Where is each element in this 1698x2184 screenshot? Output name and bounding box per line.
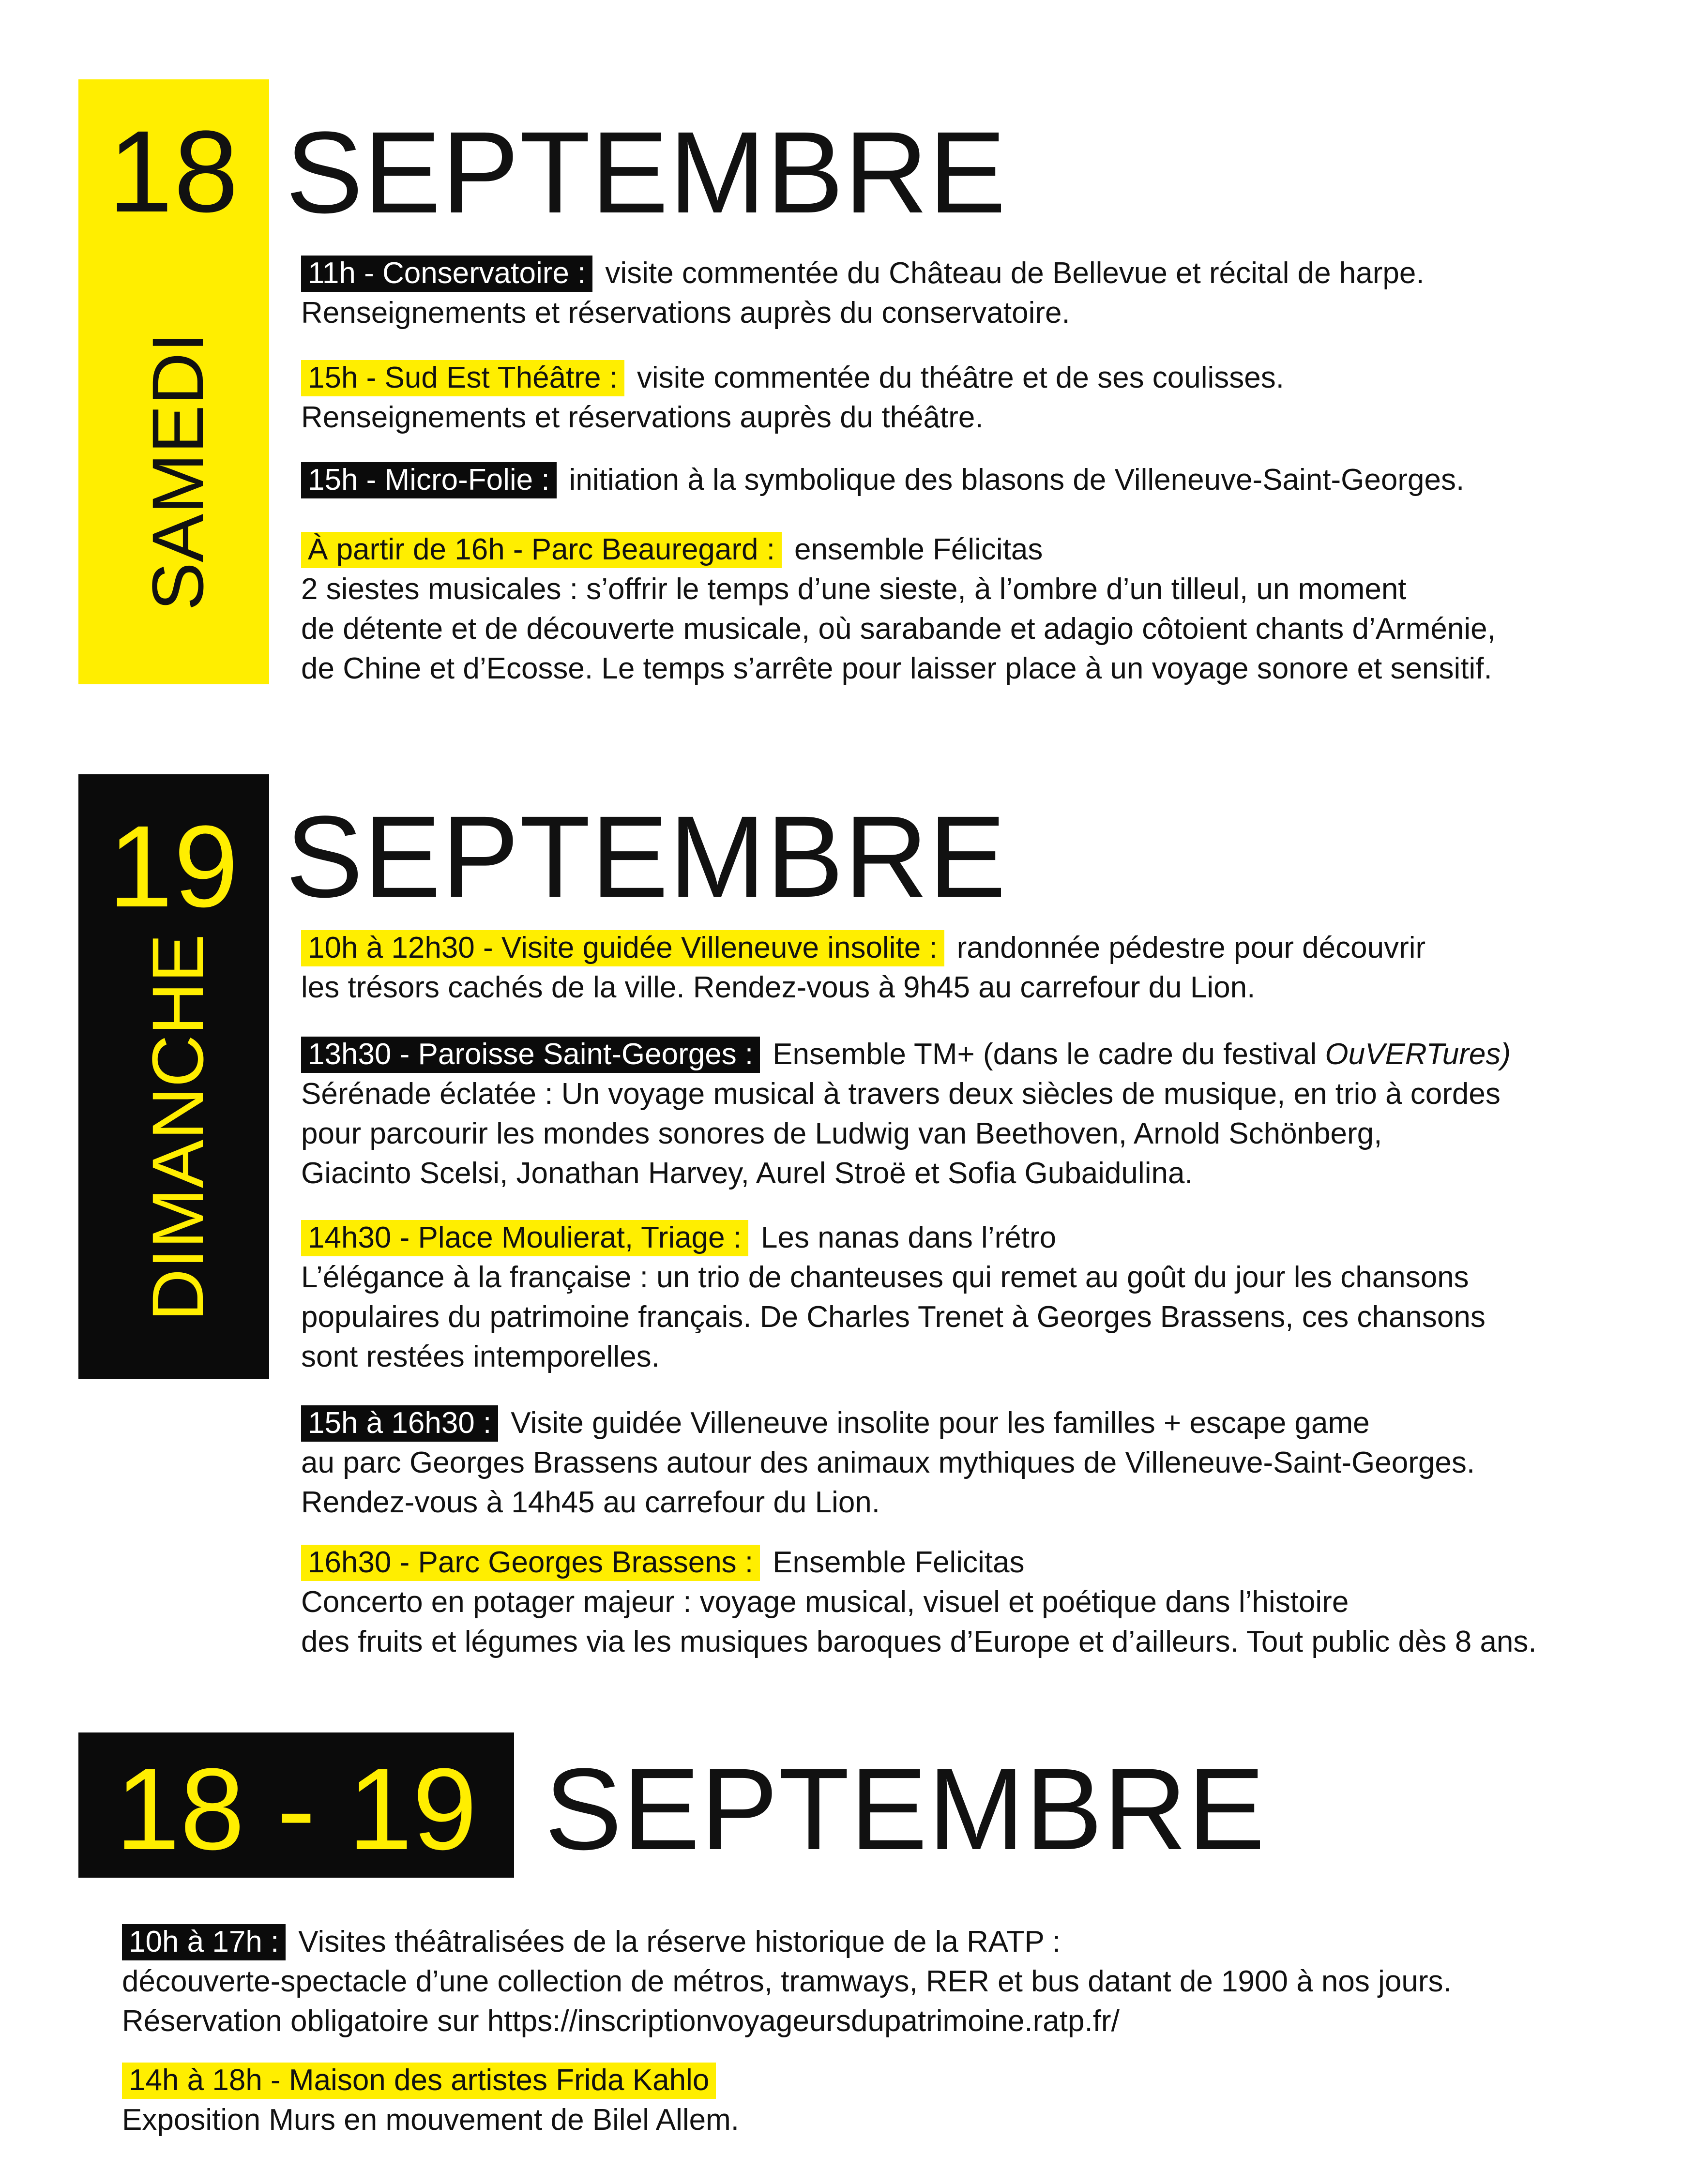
event-sun-13h30-paroisse: 13h30 - Paroisse Saint-Georges : Ensemble TM+ (dans le cadre du festival OuVERTures) Sérénade éclatée : Un voyage musical à travers deux siècles de musique, en trio à cordes pour parcourir les mondes sonores de Ludwig van Beethoven, Arnold Schönberg, Giacinto Scelsi, Jonathan Harvey, Aurel Stroë et Sofia Gubaidulina. [301, 1038, 1511, 1190]
event-sun-15h-escape: 15h à 16h30 : Visite guidée Villeneuve insolite pour les familles + escape game au parc Georges Brassens autour des animaux mythiques de Villeneuve-Saint-Georges. Rendez-vous à 14h45 au carrefour du Lion. [301, 1406, 1475, 1519]
event-sat-11h: 11h - Conservatoire : visite commentée du Château de Bellevue et récital de harpe. Renseignements et réservations auprès du conservatoire. [301, 256, 1425, 330]
saturday-month-title: SEPTEMBRE [286, 107, 1007, 237]
sunday-month-title: SEPTEMBRE [286, 792, 1007, 921]
sunday-day-name: DIMANCHE [137, 934, 218, 1321]
event-time-tag: 14h à 18h - Maison des artistes Frida Kahlo [122, 2063, 716, 2099]
event-sat-16h-beauregard: À partir de 16h - Parc Beauregard : ensemble Félicitas 2 siestes musicales : s’offrir le temps d’une sieste, à l’ombre d’un tilleul, un moment de détente et de découverte musicale, où sarabande et adagio côtoient chants d’Arménie, de Chine et d’Ecosse. Le temps s’arrête pour laisser place à un voyage sonore et sensitif. [301, 533, 1496, 685]
event-time-tag: 13h30 - Paroisse Saint-Georges : [301, 1037, 760, 1073]
saturday-day-name: SAMEDI [137, 332, 218, 611]
saturday-day-number: 18 [108, 106, 240, 236]
event-time-tag: 11h - Conservatoire : [301, 256, 592, 292]
event-sun-14h30-triage: 14h30 - Place Moulierat, Triage : Les nanas dans l’rétro L’élégance à la française : un trio de chanteuses qui remet au goût du jour les chansons populaires du patrimoine français. De Charles Trenet à Georges Brassens, ces chansons sont restées intemporelles. [301, 1221, 1486, 1373]
event-time-tag: 15h - Sud Est Théâtre : [301, 360, 624, 396]
weekend-date-banner: 18 - 19 [78, 1732, 514, 1878]
event-time-tag: 10h à 12h30 - Visite guidée Villeneuve insolite : [301, 930, 944, 966]
sunday-date-banner [78, 774, 269, 1379]
sunday-day-number: 19 [108, 801, 240, 931]
event-sun-10h-visite: 10h à 12h30 - Visite guidée Villeneuve insolite : randonnée pédestre pour découvrir les trésors cachés de la ville. Rendez-vous à 9h45 au carrefour du Lion. [301, 931, 1426, 1004]
event-time-tag: 16h30 - Parc Georges Brassens : [301, 1545, 760, 1581]
event-sun-16h30-brassens: 16h30 - Parc Georges Brassens : Ensemble Felicitas Concerto en potager majeur : voyage musical, visuel et poétique dans l’histoire des fruits et légumes via les musiques baroques d’Europe et d’ailleurs. Tout public dès 8 ans. [301, 1546, 1537, 1658]
saturday-date-banner [78, 79, 269, 684]
weekend-month-title: SEPTEMBRE [545, 1744, 1266, 1874]
event-time-tag: 10h à 17h : [122, 1924, 286, 1960]
event-time-tag: 15h - Micro-Folie : [301, 462, 557, 498]
event-sat-15h-microfolie: 15h - Micro-Folie : initiation à la symbolique des blasons de Villeneuve-Saint-Georges. [301, 460, 1698, 500]
event-time-tag: 14h30 - Place Moulierat, Triage : [301, 1220, 748, 1256]
event-time-tag: À partir de 16h - Parc Beauregard : [301, 532, 782, 568]
event-sat-15h-theatre: 15h - Sud Est Théâtre : visite commentée du théâtre et de ses coulisses. Renseignements et réservations auprès du théâtre. [301, 361, 1285, 434]
event-both-10h-ratp: 10h à 17h : Visites théâtralisées de la réserve historique de la RATP : découverte-spectacle d’une collection de métros, tramways, RER et bus datant de 1900 à nos jours. Réservation obligatoire sur https://inscriptionvoyageursdupatrimoine.ratp.fr/ [122, 1925, 1452, 2038]
event-both-14h-fridakahlo: 14h à 18h - Maison des artistes Frida Kahlo Exposition Murs en mouvement de Bilel Allem. [122, 2064, 740, 2137]
event-time-tag: 15h à 16h30 : [301, 1405, 498, 1442]
